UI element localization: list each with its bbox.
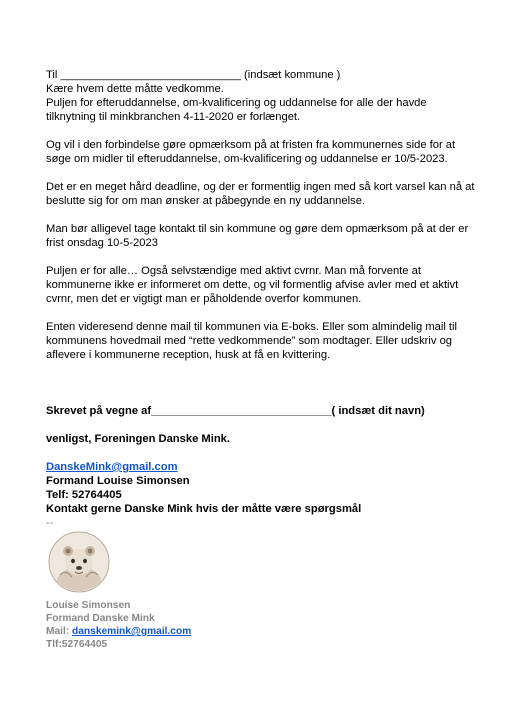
signature-title: Formand Danske Mink [46, 613, 155, 624]
signed-on-behalf-line: Skrevet på vegne af_____________________________( indsæt dit navn) [46, 405, 425, 417]
paragraph-for-all: Puljen er for alle… Også selvstændige med aktivt cvrnr. Man må forvente at kommunerne ikke er informeret om dette, og vil formentlig afvise avler med et aktivt cvrnr, men det er vigtigt man er påholdende overfor kommunen. [46, 265, 459, 305]
signature-mail-link[interactable]: danskemink@gmail.com [72, 626, 192, 637]
mink-animal-logo-icon [48, 531, 110, 593]
to-line: Til _____________________________ (indsæt kommune ) [46, 69, 341, 81]
regards-line: venligst, Foreningen Danske Mink. [46, 433, 231, 445]
letter-body [46, 68, 476, 651]
signature-mail-line [46, 625, 476, 638]
chair-name: Formand Louise Simonsen [46, 475, 190, 487]
paragraph-short-notice: Det er en meget hård deadline, og der er formentlig ingen med så kort varsel kan nå at beslutte sig for om man ønsker at påbegynde en ny uddannelse. [46, 181, 475, 207]
signature-name: Louise Simonsen [46, 600, 131, 611]
signature-mail-label: Mail: [46, 626, 73, 637]
paragraph-how-to-send: Enten videresend denne mail til kommunen via E-boks. Eller som almindelig mail til kommunens hovedmail med “rette vedkommende” som modtager. Eller udskriv og aflevere i kommunerne reception, husk at få en kvittering. [46, 321, 458, 361]
contact-phone: Telf: 52764405 [46, 489, 122, 501]
paragraph-deadline: Og vil i den forbindelse gøre opmærksom på at fristen fra kommunernes side for at søge om midler til efteruddannelse, om-kvalificering og uddannelse er 10/5-2023. [46, 139, 456, 165]
signature-phone: Tlf:52764405 [46, 639, 108, 650]
contact-email-link[interactable]: DanskeMink@gmail.com [46, 461, 178, 473]
paragraph-extension: Puljen for efteruddannelse, om-kvalificering og uddannelse for alle der havde tilknytning til minkbranchen 4-11-2020 er forlænget. [46, 97, 427, 123]
paragraph-contact-municipality: Man bør alligevel tage kontakt til sin kommune og gøre dem opmærksom på at der er frist onsdag 10-5-2023 [46, 223, 469, 249]
signature-separator: -- [46, 517, 54, 529]
contact-note: Kontakt gerne Danske Mink hvis der måtte være spørgsmål [46, 503, 362, 515]
greeting: Kære hvem dette måtte vedkomme. [46, 83, 224, 95]
